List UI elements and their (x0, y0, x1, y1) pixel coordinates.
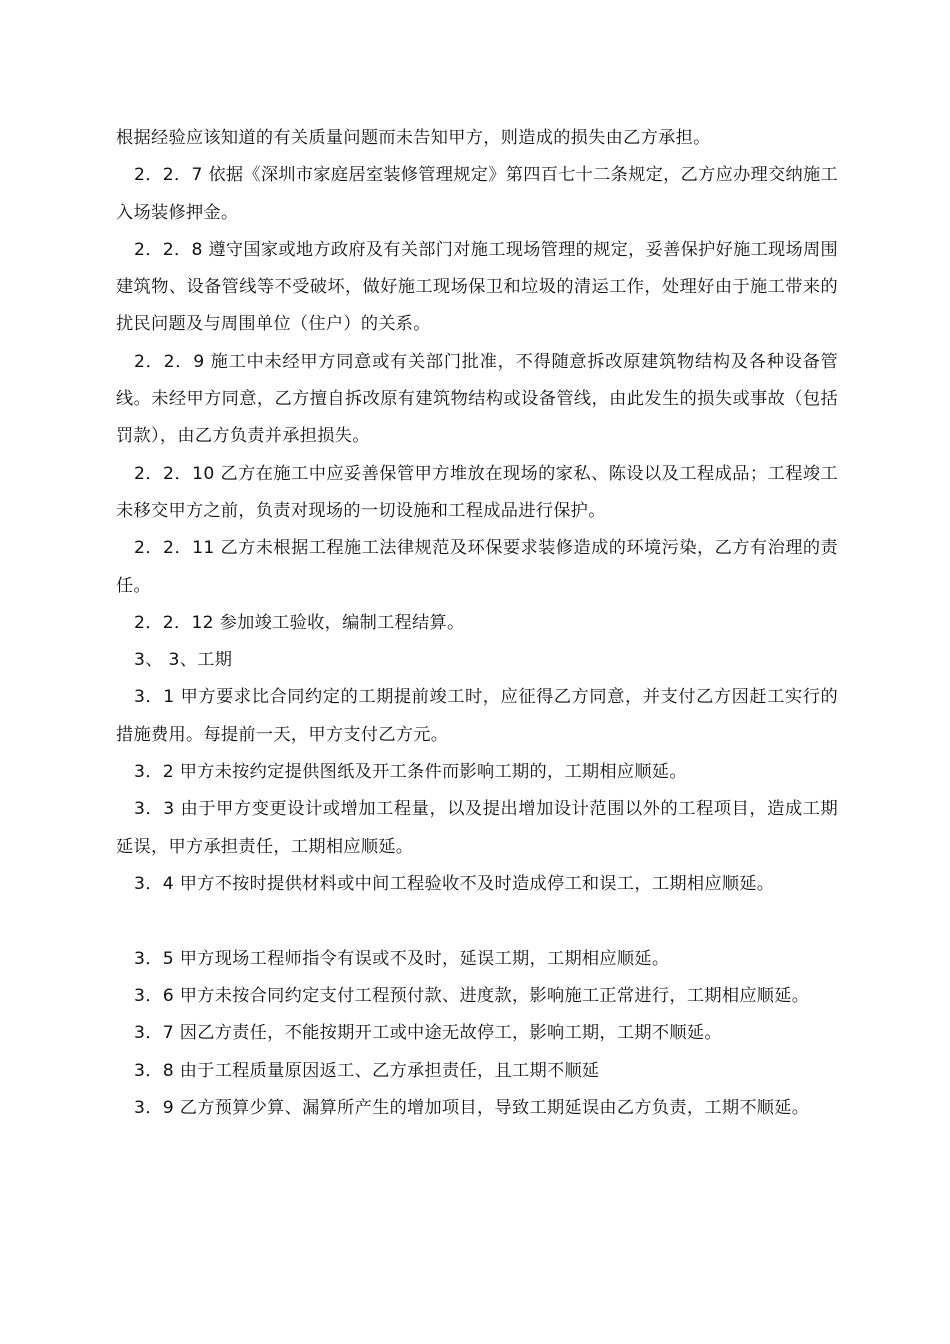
clause-2-2-8: 2．2．8 遵守国家或地方政府及有关部门对施工现场管理的规定，妥善保护好施工现场周围建筑物、设备管线等不受破坏，做好施工现场保卫和垃圾的清运工作，处理好由于施工带来的扰民问题及与周围单位（住户）的关系。 (116, 239, 838, 335)
clause-2-2-12: 2．2．12 参加竣工验收，编制工程结算。 (134, 612, 465, 633)
clause-3-6: 3．6 甲方未按合同约定支付工程预付款、进度款，影响施工正常进行，工期相应顺延。 (134, 986, 810, 1007)
clause-2-2-7: 2．2．7 依据《深圳市家庭居室装修管理规定》第四百七十二条规定，乙方应办理交纳施工入场装修押金。 (116, 165, 838, 223)
clause-3-3: 3．3 由于甲方变更设计或增加工程量，以及提出增加设计范围以外的工程项目，造成工期延误，甲方承担责任，工期相应顺延。 (116, 799, 838, 857)
clause-3-4: 3．4 甲方不按时提供材料或中间工程验收不及时造成停工和误工，工期相应顺延。 (134, 873, 775, 894)
section-heading-schedule: 3、 3、工期 (134, 650, 233, 671)
clause-3-5: 3．5 甲方现场工程师指令有误或不及时，延误工期，工期相应顺延。 (134, 948, 670, 969)
document-body (116, 120, 838, 1127)
clause-3-2: 3．2 甲方未按约定提供图纸及开工条件而影响工期的，工期相应顺延。 (134, 762, 687, 783)
clause-3-1: 3．1 甲方要求比合同约定的工期提前竣工时，应征得乙方同意，并支付乙方因赶工实行的措施费用。每提前一天，甲方支付乙方元。 (116, 687, 838, 745)
clause-2-2-10: 2．2．10 乙方在施工中应妥善保管甲方堆放在现场的家私、陈设以及工程成品；工程竣工未移交甲方之前，负责对现场的一切设施和工程成品进行保护。 (116, 463, 838, 521)
paragraph-loss-responsibility: 根据经验应该知道的有关质量问题而未告知甲方，则造成的损失由乙方承担。 (116, 128, 711, 148)
clause-2-2-9: 2．2．9 施工中未经甲方同意或有关部门批准，不得随意拆改原建筑物结构及各种设备管线。未经甲方同意，乙方擅自拆改原有建筑物结构或设备管线，由此发生的损失或事故（包括罚款），由乙方负责并承担损失。 (116, 351, 838, 447)
clause-3-7: 3．7 因乙方责任，不能按期开工或中途无故停工，影响工期，工期不顺延。 (134, 1023, 722, 1044)
clause-3-9: 3．9 乙方预算少算、漏算所产生的增加项目，导致工期延误由乙方负责，工期不顺延。 (134, 1097, 810, 1118)
clause-3-8: 3．8 由于工程质量原因返工、乙方承担责任，且工期不顺延 (134, 1060, 600, 1081)
clause-2-2-11: 2．2．11 乙方未根据工程施工法律规范及环保要求装修造成的环境污染，乙方有治理的责任。 (116, 538, 838, 596)
